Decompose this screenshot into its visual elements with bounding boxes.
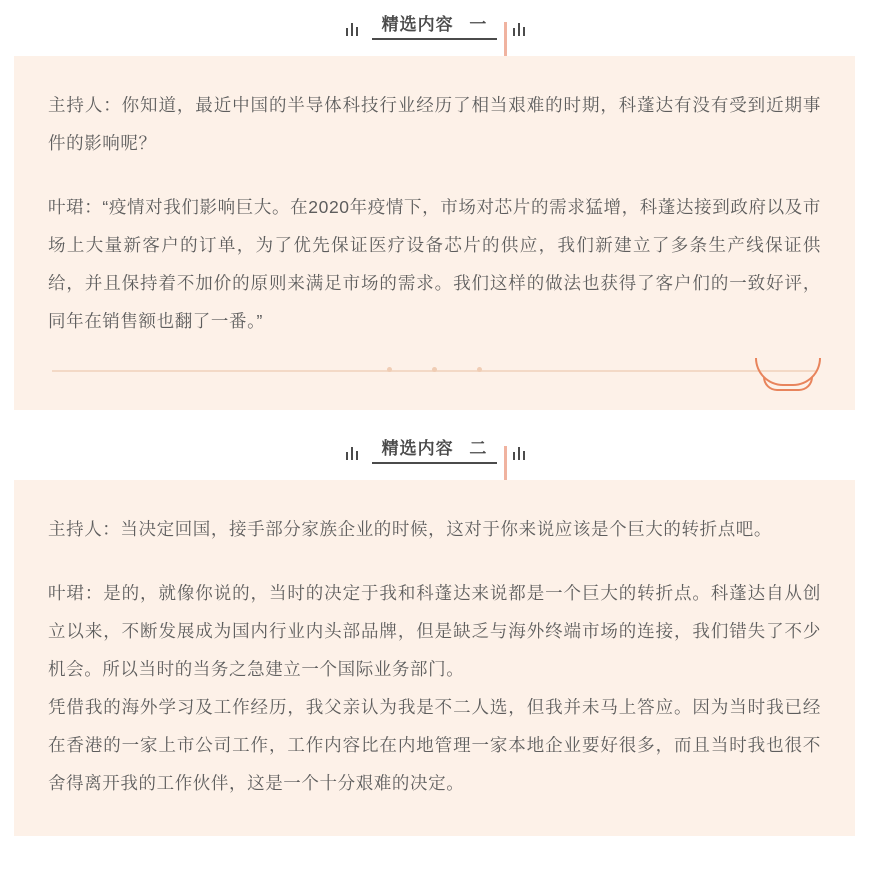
paragraph-answer-1: 叶珺：“疫情对我们影响巨大。在2020年疫情下，市场对芯片的需求猛增，科蓬达接到政府以及市场上大量新客户的订单，为了优先保证医疗设备芯片的供应，我们新建立了多条生产线保证供给，并且保持着不加价的原则来满足市场的需求。我们这样的做法也获得了客户们的一致好评，同年在销售额也翻了一番。” <box>48 197 821 331</box>
section-heading-1-title: 精选内容 <box>381 15 454 34</box>
card-1-divider <box>48 366 821 376</box>
paragraph-answer-2b: 凭借我的海外学习及工作经历，我父亲认为我是不二人选，但我并未马上答应。因为当时我已经在香港的一家上市公司工作，工作内容比在内地管理一家本地企业要好很多，而且当时我也很不舍得离开我的工作伙伴，这是一个十分艰难的决定。 <box>48 697 821 793</box>
section-heading-1-underline <box>372 38 498 40</box>
section-heading-1-text <box>382 16 488 40</box>
section-gap <box>0 410 869 424</box>
tick-marks-right-icon <box>513 23 525 36</box>
divider-dot <box>432 367 437 372</box>
paragraph-answer-2a: 叶珺：是的，就像你说的，当时的决定于我和科蓬达来说都是一个巨大的转折点。科蓬达自从创立以来，不断发展成为国内行业内头部品牌，但是缺乏与海外终端市场的连接，我们错失了不少机会。所以当时的当务之急建立一个国际业务部门。 <box>48 583 821 679</box>
tick-marks-left-icon <box>346 23 358 36</box>
section-heading-2 <box>0 424 869 480</box>
divider-dot <box>387 367 392 372</box>
section-heading-2-underline <box>372 462 498 464</box>
divider-dot <box>477 367 482 372</box>
section-heading-1-inner <box>368 16 502 40</box>
content-card-2 <box>14 480 855 836</box>
content-card-1 <box>14 56 855 410</box>
paragraph-host-question-2: 主持人：当决定回国，接手部分家族企业的时候，这对于你来说应该是个巨大的转折点吧。 <box>48 519 772 539</box>
tick-marks-left-icon <box>346 447 358 460</box>
tick-marks-right-icon <box>513 447 525 460</box>
swoosh-flourish-icon <box>755 358 821 386</box>
section-heading-2-text <box>382 440 488 464</box>
section-heading-2-index: 二 <box>469 439 488 458</box>
section-heading-2-inner <box>368 440 502 464</box>
section-heading-1 <box>0 0 869 56</box>
paragraph-host-question-1: 主持人：你知道，最近中国的半导体科技行业经历了相当艰难的时期，科蓬达有没有受到近期事件的影响呢？ <box>48 95 821 153</box>
card-1-divider-dots <box>48 367 821 372</box>
section-heading-1-index: 一 <box>469 15 488 34</box>
section-heading-2-title: 精选内容 <box>381 439 454 458</box>
